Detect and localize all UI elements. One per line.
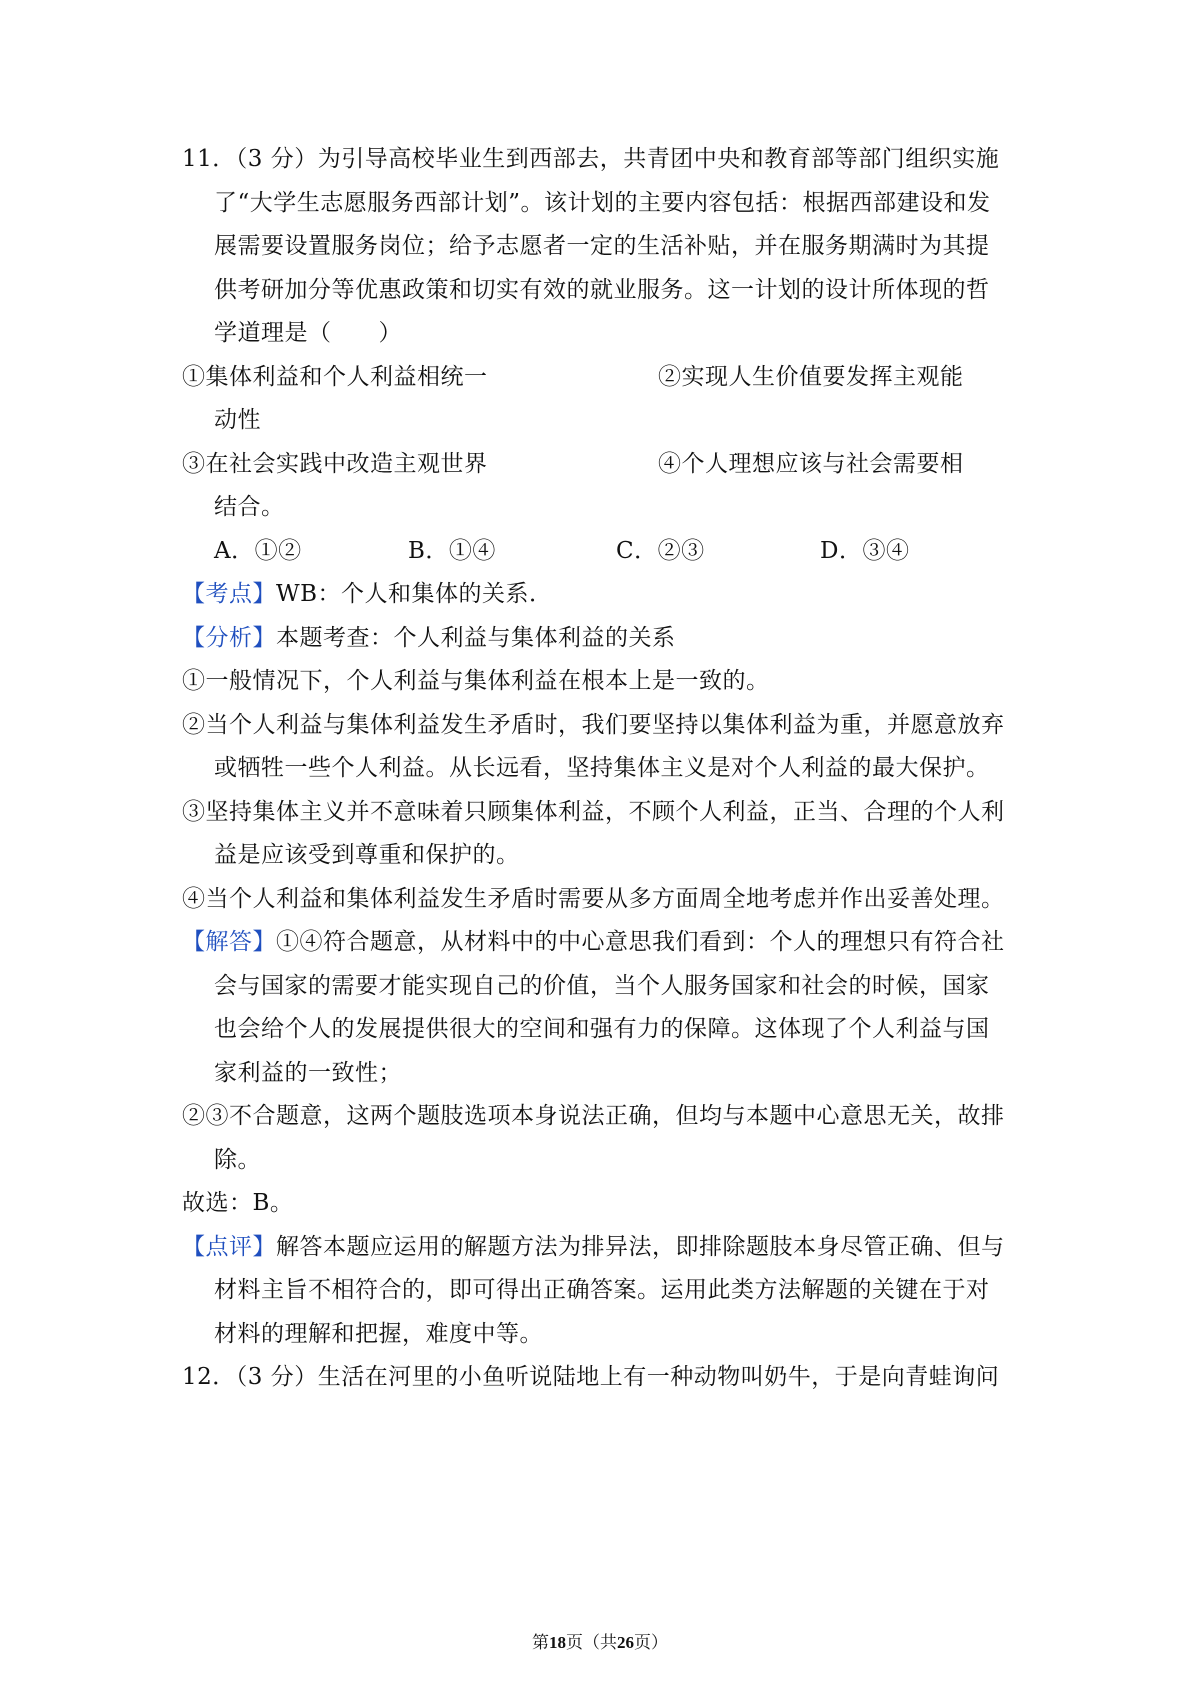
- q11-item-3: ③在社会实践中改造主观世界: [182, 451, 488, 477]
- q11-stem-line-1: 11．（3 分）为引导高校毕业生到西部去，共青团中央和教育部等部门组织实施: [182, 146, 1000, 172]
- q11-item-1: ①集体利益和个人利益相统一: [182, 364, 488, 390]
- fenxi-text: 本题考查：个人利益与集体利益的关系: [276, 625, 676, 651]
- option-a: A．①②: [214, 538, 302, 564]
- kaodian-tag: 【考点】: [182, 581, 276, 607]
- q11-item-2: ②实现人生价值要发挥主观能: [658, 364, 964, 390]
- analysis-point-3-cont: 益是应该受到尊重和保护的。: [214, 842, 520, 868]
- q11-item-4-cont: 结合。: [214, 494, 285, 520]
- dianping-text-1: 解答本题应运用的解题方法为排异法，即排除题肢本身尽管正确、但与: [276, 1234, 1005, 1260]
- option-c: C．②③: [616, 538, 705, 564]
- dianping-line: [182, 1230, 1005, 1264]
- jieda-text-6: 除。: [214, 1147, 261, 1173]
- jieda-tag: 【解答】: [182, 929, 276, 955]
- analysis-point-2: ②当个人利益与集体利益发生矛盾时，我们要坚持以集体利益为重，并愿意放弃: [182, 712, 1005, 738]
- footer-total-pages: 26: [617, 1633, 634, 1652]
- footer-page-number: 18: [549, 1633, 566, 1652]
- analysis-point-3: ③坚持集体主义并不意味着只顾集体利益，不顾个人利益，正当、合理的个人利: [182, 799, 1005, 825]
- fenxi-line: [182, 621, 676, 655]
- analysis-point-4: ④当个人利益和集体利益发生矛盾时需要从多方面周全地考虑并作出妥善处理。: [182, 886, 1005, 912]
- dianping-tag: 【点评】: [182, 1234, 276, 1260]
- jieda-text-5: ②③不合题意，这两个题肢选项本身说法正确，但均与本题中心意思无关，故排: [182, 1103, 1005, 1129]
- jieda-text-1: ①④符合题意，从材料中的中心意思我们看到：个人的理想只有符合社: [276, 929, 1005, 955]
- q11-stem-line-2: 了“大学生志愿服务西部计划”。该计划的主要内容包括：根据西部建设和发: [214, 190, 991, 216]
- dianping-text-3: 材料的理解和把握，难度中等。: [214, 1321, 543, 1347]
- footer-suffix: 页）: [634, 1633, 668, 1653]
- analysis-point-1: ①一般情况下，个人利益与集体利益在根本上是一致的。: [182, 668, 770, 694]
- option-b: B．①④: [408, 538, 496, 564]
- jieda-text-4: 家利益的一致性；: [214, 1060, 402, 1086]
- q12-stem-line-1: 12．（3 分）生活在河里的小鱼听说陆地上有一种动物叫奶牛，于是向青蛙询问: [182, 1364, 1000, 1390]
- q11-stem-line-5: 学道理是（ ）: [214, 320, 402, 346]
- q11-item-2-cont: 动性: [214, 407, 261, 433]
- jieda-text-2: 会与国家的需要才能实现自己的价值，当个人服务国家和社会的时候，国家: [214, 973, 990, 999]
- kaodian-text: WB：个人和集体的关系．: [276, 581, 553, 607]
- kaodian-line: [182, 577, 553, 611]
- jieda-line: [182, 925, 1005, 959]
- q11-item-4: ④个人理想应该与社会需要相: [658, 451, 964, 477]
- footer-prefix: 第: [532, 1633, 549, 1653]
- footer-mid: 页（共: [566, 1633, 617, 1653]
- analysis-point-2-cont: 或牺牲一些个人利益。从长远看，坚持集体主义是对个人利益的最大保护。: [214, 755, 990, 781]
- q11-stem-line-4: 供考研加分等优惠政策和切实有效的就业服务。这一计划的设计所体现的哲: [214, 277, 990, 303]
- page-footer: [0, 1632, 1200, 1654]
- dianping-text-2: 材料主旨不相符合的，即可得出正确答案。运用此类方法解题的关键在于对: [214, 1277, 990, 1303]
- fenxi-tag: 【分析】: [182, 625, 276, 651]
- jieda-text-3: 也会给个人的发展提供很大的空间和强有力的保障。这体现了个人利益与国: [214, 1016, 990, 1042]
- option-d: D．③④: [820, 538, 910, 564]
- q11-stem-line-3: 展需要设置服务岗位；给予志愿者一定的生活补贴，并在服务期满时为其提: [214, 233, 990, 259]
- answer-line: 故选：B。: [182, 1190, 294, 1216]
